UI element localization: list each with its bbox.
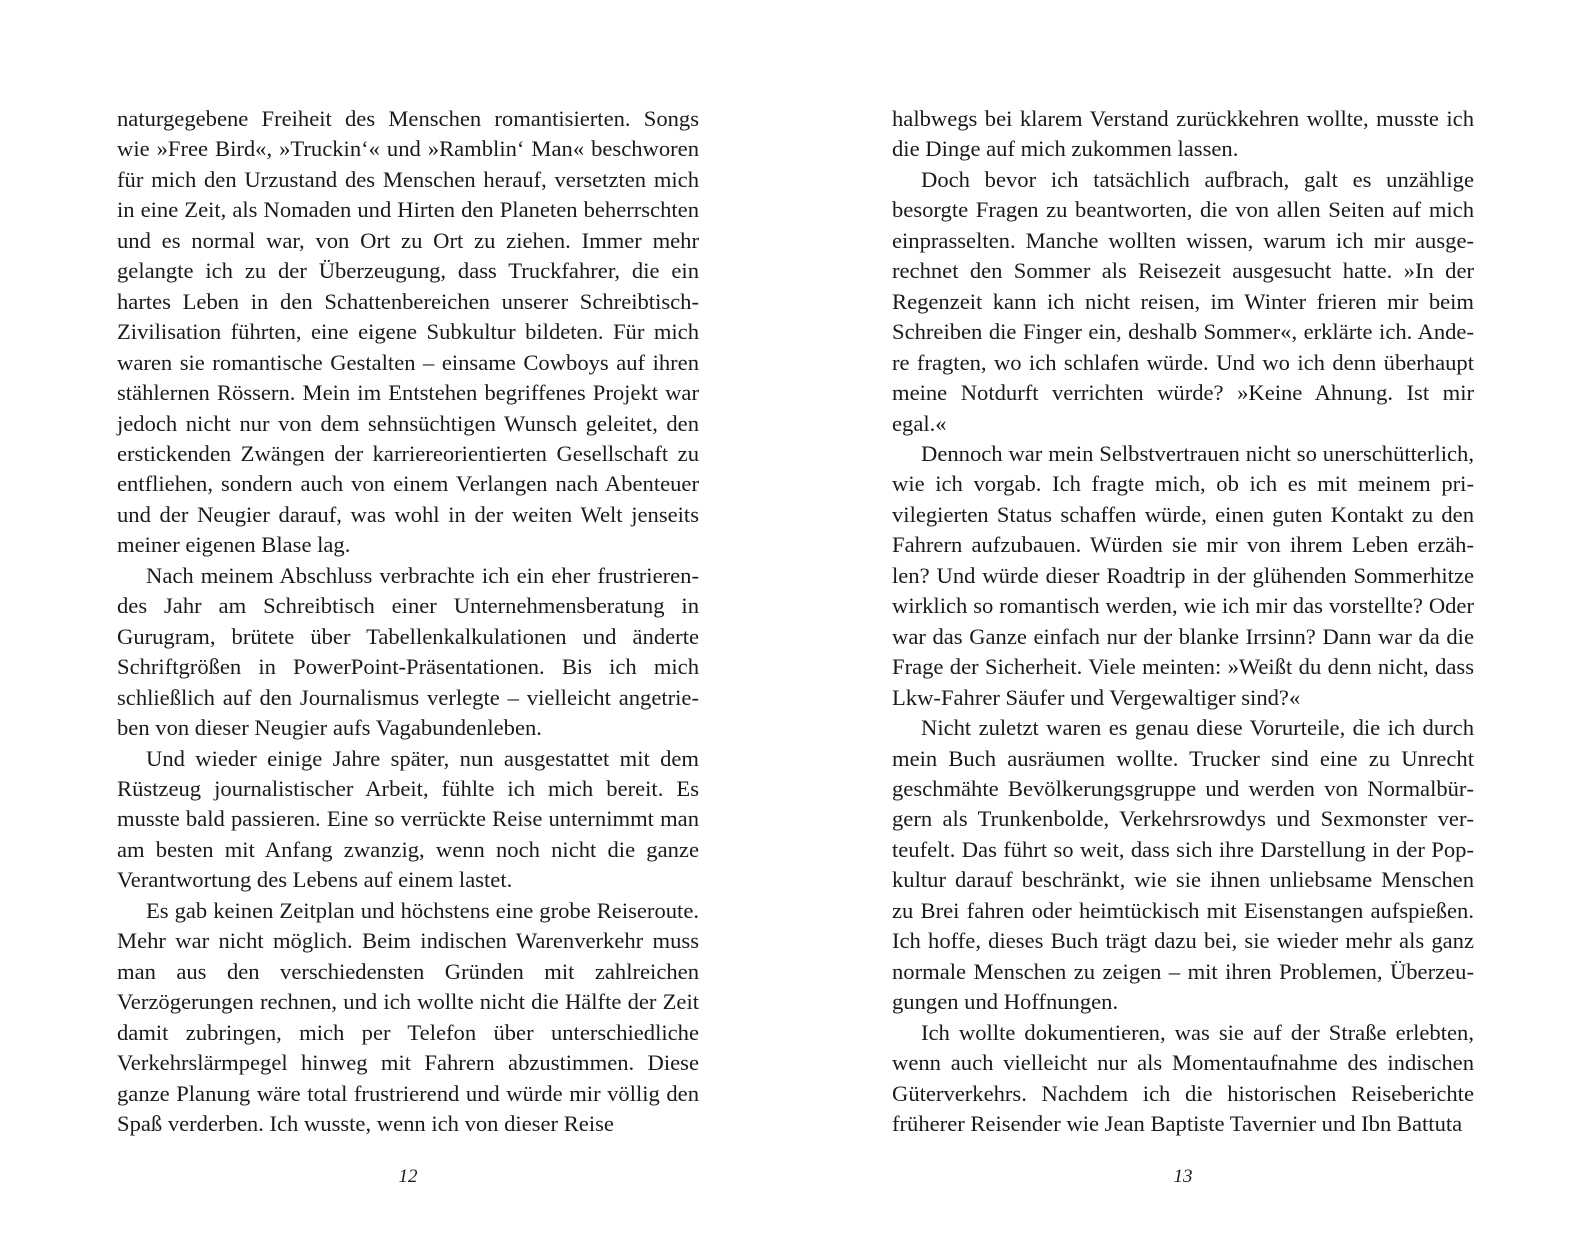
paragraph: Es gab keinen Zeitplan und höchstens eine grobe Reiseroute. Mehr war nicht möglich. Beim indischen Warenverkehr muss man aus den verschiedensten Gründen mit zahlreichen Verzögerungen rechnen, und ich wollte nicht die Hälfte der Zeit damit zubringen, mich per Telefon über unterschiedliche Verkehrslärmpegel hinweg mit Fahrern abzustimmen. Diese ganze Planung wäre total frustrierend und würde mir völlig den Spaß verderben. Ich wusste, wenn ich von dieser Reise (117, 897, 699, 1136)
right-page (892, 104, 1474, 1139)
paragraph: Und wieder einige Jahre später, nun ausgestattet mit dem Rüstzeug journalistischer Arbeit, fühlte ich mich bereit. Es musste bald passieren. Eine so verrückte Reise unternimmt man am besten mit Anfang zwanzig, wenn noch nicht die ganze Verantwortung des Lebens auf einem lastet. (117, 745, 699, 893)
paragraph: halbwegs bei klarem Verstand zurückkehren wollte, musste ich die Dinge auf mich zukommen lassen. (892, 106, 1474, 162)
paragraph: Nicht zuletzt waren es genau diese Vorurteile, die ich durch mein Buch ausräumen wollte. Trucker sind eine zu Unrecht geschmähte Bevölkerungsgruppe und werden von Normalbürgern als Trunkenbolde, Verkehrsrowdys und Sexmonster verteufelt. Das führt so weit, dass sich ihre Darstellung in der Popkultur darauf beschränkt, wie sie ihnen unliebsame Menschen zu Brei fahren oder heimtückisch mit Eisenstangen aufspießen. Ich hoffe, dieses Buch trägt dazu bei, sie wieder mehr als ganz normale Menschen zu zeigen – mit ihren Problemen, Überzeugungen und Hoffnungen. (892, 715, 1474, 1015)
paragraph: Ich wollte dokumentieren, was sie auf der Straße erlebten, wenn auch vielleicht nur als Momentaufnahme des indischen Güterverkehrs. Nachdem ich die historischen Reiseberichte früherer Reisender wie Jean Baptiste Tavernier und Ibn Battuta (892, 1019, 1474, 1136)
paragraph: Dennoch war mein Selbstvertrauen nicht so unerschütterlich, wie ich vorgab. Ich fragte mich, ob ich es mit meinem privilegierten Status schaffen würde, einen guten Kontakt zu den Fahrern aufzubauen. Würden sie mir von ihrem Leben erzählen? Und würde dieser Roadtrip in der glühenden Sommerhitze wirklich so romantisch werden, wie ich mir das vorstellte? Oder war das Ganze einfach nur der blanke Irrsinn? Dann war da die Frage der Sicherheit. Viele meinten: »Weißt du denn nicht, dass Lkw-Fahrer Säufer und Vergewaltiger sind?« (892, 440, 1474, 710)
page-number-left: 12 (398, 1166, 418, 1187)
left-page-text (117, 104, 699, 1139)
right-page-text (892, 104, 1474, 1139)
paragraph: naturgegebene Freiheit des Menschen romantisierten. Songs wie »Free Bird«, »Truckin‘« und »Ramblin‘ Man« beschworen für mich den Urzustand des Menschen herauf, versetzten mich in eine Zeit, als Nomaden und Hirten den Planeten beherrschten und es normal war, von Ort zu Ort zu ziehen. Immer mehr gelangte ich zu der Überzeugung, dass Truckfahrer, die ein hartes Leben in den Schattenbereichen unserer Schreibtisch-Zivilisation führten, eine eigene Subkultur bildeten. Für mich waren sie romantische Gestalten – einsame Cowboys auf ihren stählernen Rössern. Mein im Entstehen begriffenes Projekt war jedoch nicht nur von dem sehnsüchtigen Wunsch geleitet, den erstickenden Zwängen der karriereorientierten Gesellschaft zu entfliehen, sondern auch von einem Verlangen nach Abenteuer und der Neugier darauf, was wohl in der weiten Welt jenseits meiner eigenen Blase lag. (117, 106, 699, 558)
left-page (117, 104, 699, 1139)
page-number-right: 13 (1173, 1166, 1193, 1187)
paragraph: Doch bevor ich tatsächlich aufbrach, galt es unzählige besorgte Fragen zu beantworten, die von allen Seiten auf mich einprasselten. Manche wollten wissen, warum ich mir ausgerechnet den Sommer als Reisezeit ausgesucht hatte. »In der Regenzeit kann ich nicht reisen, im Winter frieren mir beim Schreiben die Finger ein, deshalb Sommer«, erklärte ich. Andere fragten, wo ich schlafen würde. Und wo ich denn überhaupt meine Notdurft verrichten würde? »Keine Ahnung. Ist mir egal.« (892, 166, 1474, 436)
paragraph: Nach meinem Abschluss verbrachte ich ein eher frustrierendes Jahr am Schreibtisch einer Unternehmensberatung in Gurugram, brütete über Tabellenkalkulationen und änderte Schriftgrößen in PowerPoint-Präsentationen. Bis ich mich schließlich auf den Journalismus verlegte – vielleicht angetrieben von dieser Neugier aufs Vagabundenleben. (117, 562, 699, 741)
